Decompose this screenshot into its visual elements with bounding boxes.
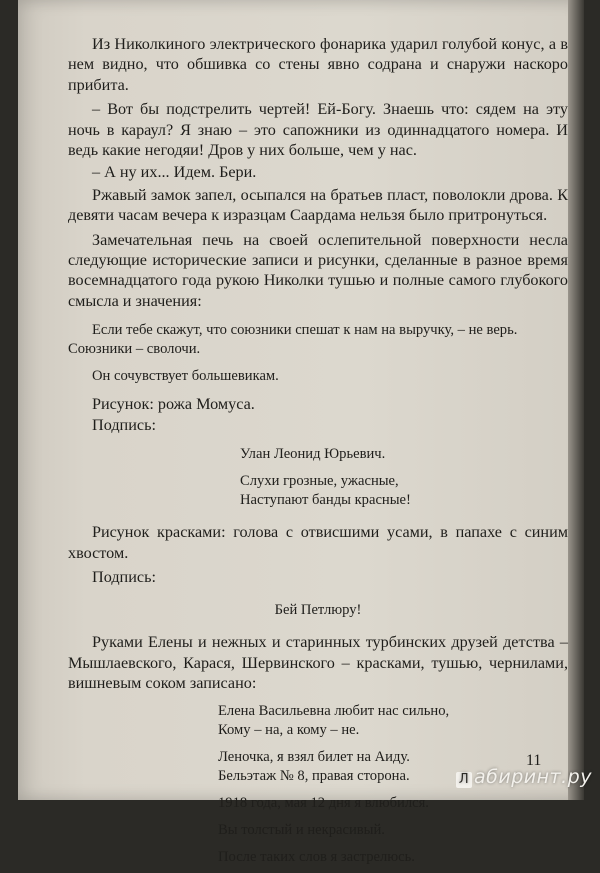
inscription-line: Бельэтаж № 8, правая сторона.	[218, 767, 410, 784]
inscription-line: Вы толстый и некрасивый.	[218, 821, 385, 838]
drawing-1-verse	[240, 472, 568, 510]
page-content	[68, 34, 568, 873]
drawing-1-caption-label: Подпись:	[92, 415, 156, 434]
inscription-line: 1918 года, мая 12 дня я влюбился.	[218, 794, 429, 811]
drawing-1-label: Рисунок: рожа Момуса.	[92, 395, 255, 414]
verse-line: Наступают банды красные!	[240, 492, 411, 509]
inscription-line: Леночка, я взял билет на Аиду.	[218, 748, 410, 765]
paragraph-lock: Ржавый замок запел, осыпался на братьев пласт, поволокли дрова. К девяти часам вечера к изразцам Саардама нельзя было притронуться.	[68, 185, 568, 225]
dialog-line-1: – Вот бы подстрелить чертей! Ей-Богу. Знаешь что: сядем на эту ночь в караул? Я знаю – это сапожники из одиннадцатого номера. И ведь какие негодяи! Дров у них больше, чем у нас.	[68, 100, 568, 160]
paragraph-flashlight: Из Николкиного электрического фонарика ударил голубой конус, а в нем видно, что обшивка со стены явно содрана и снаружи наскоро прибита.	[68, 35, 568, 94]
watermark-logo	[456, 766, 592, 788]
inscription-line: После таких слов я застрелюсь.	[218, 848, 415, 865]
drawing-2-caption-label: Подпись:	[92, 567, 156, 586]
note-allies: Если тебе скажут, что союзники спешат к нам на выручку, – не верь. Союзники – сволочи.	[68, 322, 518, 358]
watermark-badge: Л	[456, 772, 472, 788]
inscription-line: Елена Васильевна любит нас сильно,	[218, 702, 450, 719]
paragraph-stove: Замечательная печь на своей ослепительной поверхности несла следующие исторические записи и рисунки, сделанные в разное время восемнадцатого года рукою Николки тушью и полные самого глубокого смысла и значения:	[68, 230, 568, 310]
drawing-1-signature: Улан Леонид Юрьевич.	[240, 446, 386, 463]
page-edge-shadow	[568, 0, 584, 800]
dialog-line-2: – А ну их... Идем. Бери.	[92, 163, 257, 182]
watermark-text: абиринт.ру	[474, 766, 592, 788]
drawing-2-slogan: Бей Петлюру!	[274, 602, 362, 619]
verse-line: Слухи грозные, ужасные,	[240, 473, 399, 490]
note-bolsheviks: Он сочувствует большевикам.	[92, 368, 279, 385]
book-page	[18, 0, 584, 865]
drawing-2-label: Рисунок красками: голова с отвисшими усами, в папахе с синим хвостом.	[68, 523, 568, 562]
inscription-line: Кому – на, а кому – не.	[218, 721, 360, 738]
paragraph-friends: Руками Елены и нежных и старинных турбинских друзей детства – Мышлаевского, Карася, Шервинского – красками, тушью, чернилами, вишневым соком записано:	[68, 633, 568, 693]
page-number: 11	[526, 752, 542, 769]
